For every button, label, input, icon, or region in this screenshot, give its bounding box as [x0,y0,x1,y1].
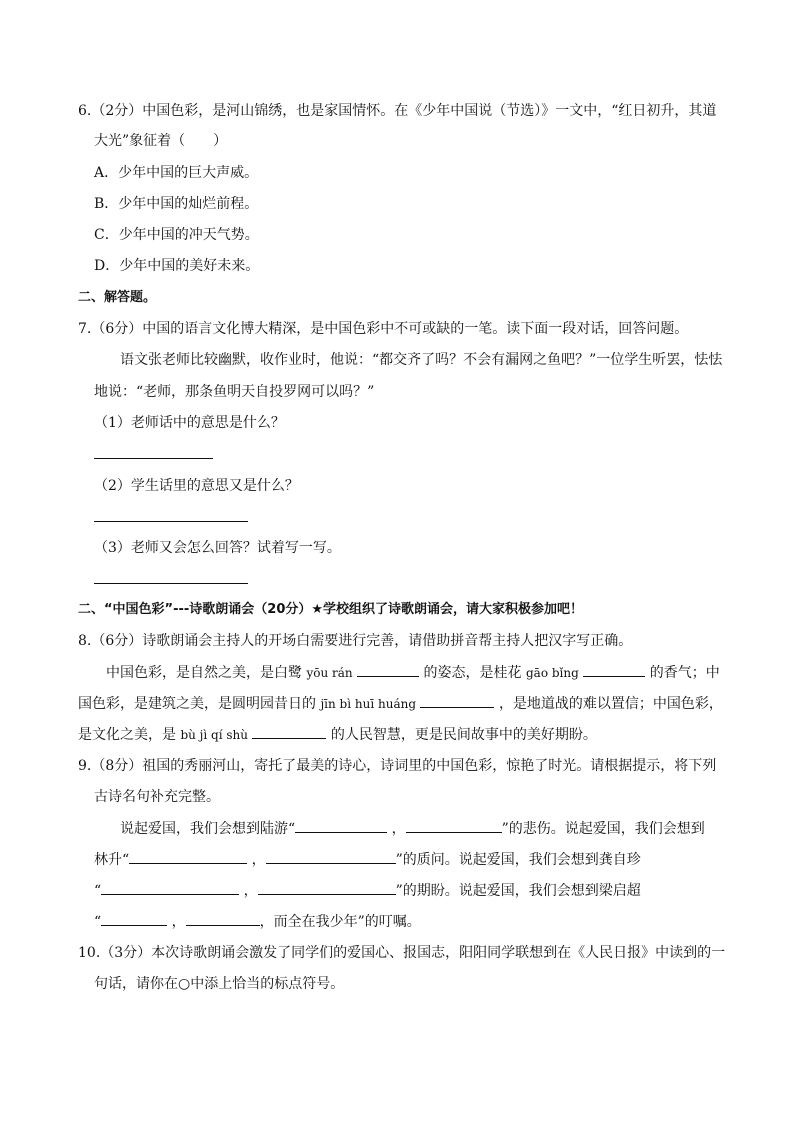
q7-stem: 7.（6分）中国的语言文化博大精深，是中国色彩中不可或缺的一笔。读下面一段对话，回答问题。 [78,321,689,337]
q9-stem-line2: 古诗名句补充完整。 [94,789,220,805]
q6-stem-line2: 大光”象征着（ ） [94,133,228,149]
q8-blank-3[interactable] [420,693,494,708]
q8-pinyin-3: jīn bì huī huáng [320,697,417,711]
q7-sub3: （3）老师又会怎么回答？试着写一写。 [94,540,341,556]
q8-para-line1 [106,662,720,683]
q8-blank-1[interactable] [357,662,419,677]
q9-blank-7[interactable] [101,911,167,926]
q7-answer-line-2[interactable] [94,521,248,522]
q7-dialogue-line2: 地说：“老师，那条鱼明天自投罗网可以吗？” [94,384,375,400]
q7-dialogue-line1: 语文张老师比较幽默，收作业时，他说：“都交齐了吗？不会有漏网之鱼吧？”一位学生听罢，怯怯 [120,352,723,368]
q9-stem-line1: 9.（8分）祖国的秀丽河山，寄托了最美的诗心，诗词里的中国色彩，惊艳了时光。请根据提示，将下列 [78,758,717,774]
q8-text: 是文化之美，是 [78,727,176,743]
q9-comma: ， [243,883,258,899]
q8-text: 的姿态，是桂花 [423,665,522,681]
q9-para-line3 [94,880,641,901]
q8-blank-2[interactable] [583,662,645,677]
q8-text: 国色彩，是建筑之美，是圆明园昔日的 [78,696,316,712]
q9-blank-6[interactable] [258,880,396,895]
q9-text: ”的悲伤。说起爱国，我们会想到 [501,821,705,837]
q7-sub1: （1）老师话中的意思是什么？ [94,415,285,431]
q6-option-a: A．少年中国的巨大声威。 [94,165,259,181]
q6-stem-line1: 6.（2分）中国色彩，是河山锦绣，也是家国情怀。在《少年中国说（节选）》一文中，“红日初升，其道 [78,103,717,119]
q8-pinyin-4: bù jì qí shù [180,728,248,742]
q9-blank-5[interactable] [101,880,239,895]
q8-text: ，是地道战的难以置信；中国色彩， [498,696,723,712]
q7-answer-line-3[interactable] [94,583,248,584]
q9-blank-2[interactable] [406,818,502,833]
q9-comma: ， [391,821,406,837]
q9-text: “ [94,914,102,930]
q8-para-line3 [78,724,597,745]
q7-sub2: （2）学生话里的意思又是什么？ [94,478,299,494]
q7-answer-line-1[interactable] [94,458,213,459]
q9-text: ”的期盼。说起爱国，我们会想到梁启超 [395,883,641,899]
q9-text: “ [94,883,102,899]
q8-text: 的香气；中 [649,665,720,681]
q8-text: 中国色彩，是自然之美，是白鹭 [106,665,302,681]
q10-stem-line1: 10.（3分）本次诗歌朗诵会激发了同学们的爱国心、报国志，阳阳同学联想到在《人民日报》中读到的一 [78,945,726,961]
q8-para-line2 [78,693,723,714]
section-title-answer: 二、解答题。 [78,290,157,305]
q9-blank-8[interactable] [186,911,260,926]
q10-stem-line2: 句话，请你在○中添上恰当的标点符号。 [94,976,345,992]
q6-option-c: C．少年中国的冲天气势。 [94,227,259,243]
q9-blank-1[interactable] [295,818,387,833]
q9-text: 林升“ [94,852,130,868]
q8-blank-4[interactable] [252,724,326,739]
q8-text: 的人民智慧，更是民间故事中的美好期盼。 [330,727,597,743]
q9-comma: ， [171,914,186,930]
q8-stem: 8.（6分）诗歌朗诵会主持人的开场白需要进行完善，请借助拼音帮主持人把汉字写正确。 [78,633,633,649]
q6-option-b: B．少年中国的灿烂前程。 [94,196,259,212]
q8-pinyin-1: yōu rán [306,666,353,680]
q9-comma: ， [251,852,266,868]
q9-para-line1 [120,818,705,839]
q9-para-line2 [94,849,641,870]
q9-text: ”的质问。说起爱国，我们会想到龚自珍 [395,852,641,868]
q9-blank-4[interactable] [266,849,396,864]
q9-para-line4 [94,911,421,932]
q9-text: ，而全在我少年”的叮嘱。 [259,914,421,930]
section-title-poetry: 二、“中国色彩”---诗歌朗诵会（20分）★学校组织了诗歌朗诵会，请大家积极参加吧！ [78,602,584,617]
q8-pinyin-2: gāo bǐng [525,666,579,680]
q9-blank-3[interactable] [129,849,247,864]
q6-option-d: D．少年中国的美好未来。 [94,258,260,274]
q9-text: 说起爱国，我们会想到陆游“ [120,821,296,837]
